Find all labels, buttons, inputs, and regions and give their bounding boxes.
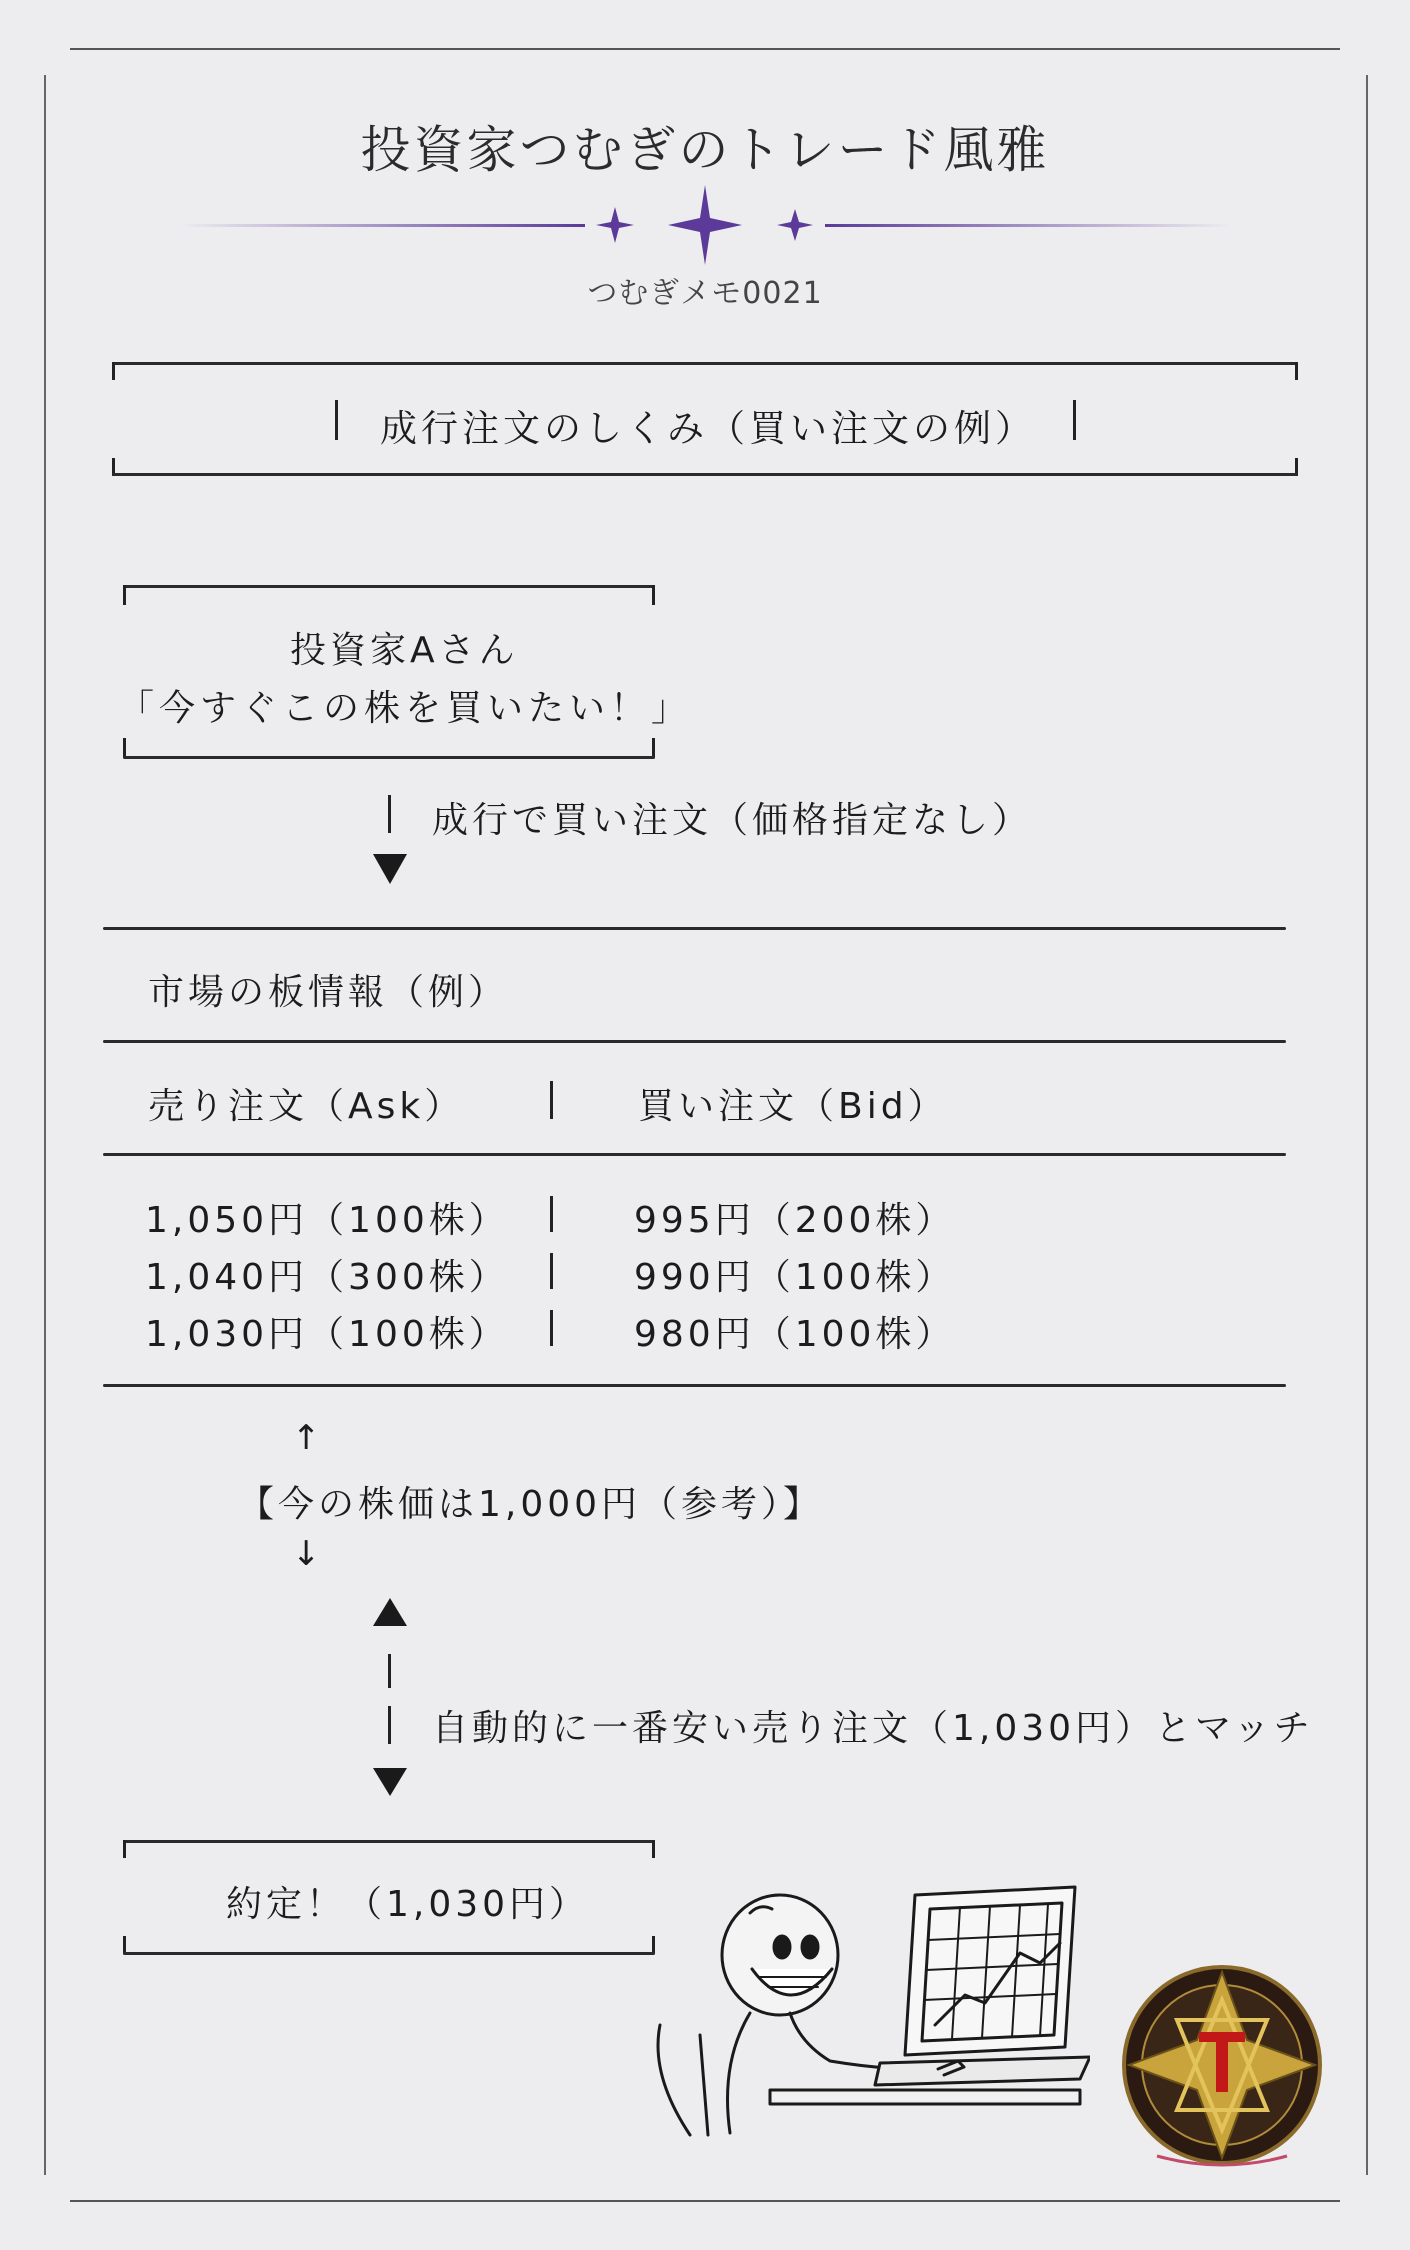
investor-name: 投資家Aさん — [290, 630, 519, 671]
sparkle-divider — [180, 185, 1230, 265]
bid-row-1: 995円（200株） — [634, 1200, 956, 1241]
sparkle-icon — [596, 185, 813, 265]
heading-box-inner-right-bar — [1073, 400, 1076, 440]
execution-result: 約定！（1,030円） — [226, 1884, 590, 1925]
investor-box-tick-br — [652, 738, 655, 758]
down-arrow-icon — [371, 852, 409, 886]
result-box-tick-tr — [652, 1840, 655, 1858]
ask-row-2: 1,040円（300株） — [145, 1257, 509, 1298]
step-connector-bar — [388, 795, 391, 833]
frame-right-line — [1366, 75, 1368, 2175]
bid-header: 買い注文（Bid） — [638, 1086, 948, 1127]
step-market-order: 成行で買い注文（価格指定なし） — [432, 800, 1033, 841]
frame-left-line — [44, 75, 46, 2175]
bid-row-2: 990円（100株） — [634, 1257, 956, 1298]
board-line-4 — [103, 1384, 1286, 1387]
ask-header: 売り注文（Ask） — [148, 1086, 465, 1127]
match-description: 自動的に一番安い売り注文（1,030円）とマッチ — [432, 1708, 1314, 1749]
heading-box-top — [112, 362, 1298, 365]
heading-box-inner-left-bar — [335, 400, 338, 440]
board-title: 市場の板情報（例） — [148, 972, 509, 1013]
frame-top-line — [70, 48, 1340, 50]
section-heading: 成行注文のしくみ（買い注文の例） — [380, 407, 1036, 450]
row-divider-3 — [550, 1310, 553, 1346]
result-box-tick-tl — [123, 1840, 126, 1858]
memo-number: つむぎメモ0021 — [587, 276, 823, 311]
reference-price: 【今の株価は1,000円（参考）】 — [238, 1484, 824, 1525]
down-triangle-icon — [371, 1766, 409, 1798]
result-box-top — [123, 1840, 655, 1843]
down-arrow-glyph: ↓ — [292, 1534, 325, 1574]
match-connector-1 — [388, 1654, 391, 1688]
star-emblem-logo — [1117, 1960, 1327, 2170]
header-divider — [550, 1081, 553, 1119]
match-connector-2 — [388, 1706, 391, 1744]
up-arrow-glyph: ↑ — [292, 1418, 325, 1458]
board-line-2 — [103, 1040, 1286, 1043]
stick-figure-trader-illustration — [640, 1885, 1090, 2145]
frame-bottom-line — [70, 2200, 1340, 2202]
investor-box-tick-bl — [123, 738, 126, 758]
result-box-bottom — [123, 1952, 655, 1955]
heading-box-left-tick-top — [112, 362, 115, 380]
ask-row-3: 1,030円（100株） — [145, 1314, 509, 1355]
board-line-3 — [103, 1153, 1286, 1156]
investor-box-tick-tr — [652, 585, 655, 605]
investor-box-tick-tl — [123, 585, 126, 605]
row-divider-1 — [550, 1196, 553, 1232]
up-triangle-icon — [371, 1596, 409, 1628]
board-line-1 — [103, 927, 1286, 930]
heading-box-right-tick-top — [1295, 362, 1298, 380]
heading-box-bottom — [112, 473, 1298, 476]
page-title: 投資家つむぎのトレード風雅 — [360, 121, 1050, 179]
investor-box-bottom — [123, 756, 655, 759]
bid-row-3: 980円（100株） — [634, 1314, 956, 1355]
ask-row-1: 1,050円（100株） — [145, 1200, 509, 1241]
investor-box-top — [123, 585, 655, 588]
investor-quote: 「今すぐこの株を買いたい！」 — [118, 688, 693, 729]
row-divider-2 — [550, 1253, 553, 1289]
